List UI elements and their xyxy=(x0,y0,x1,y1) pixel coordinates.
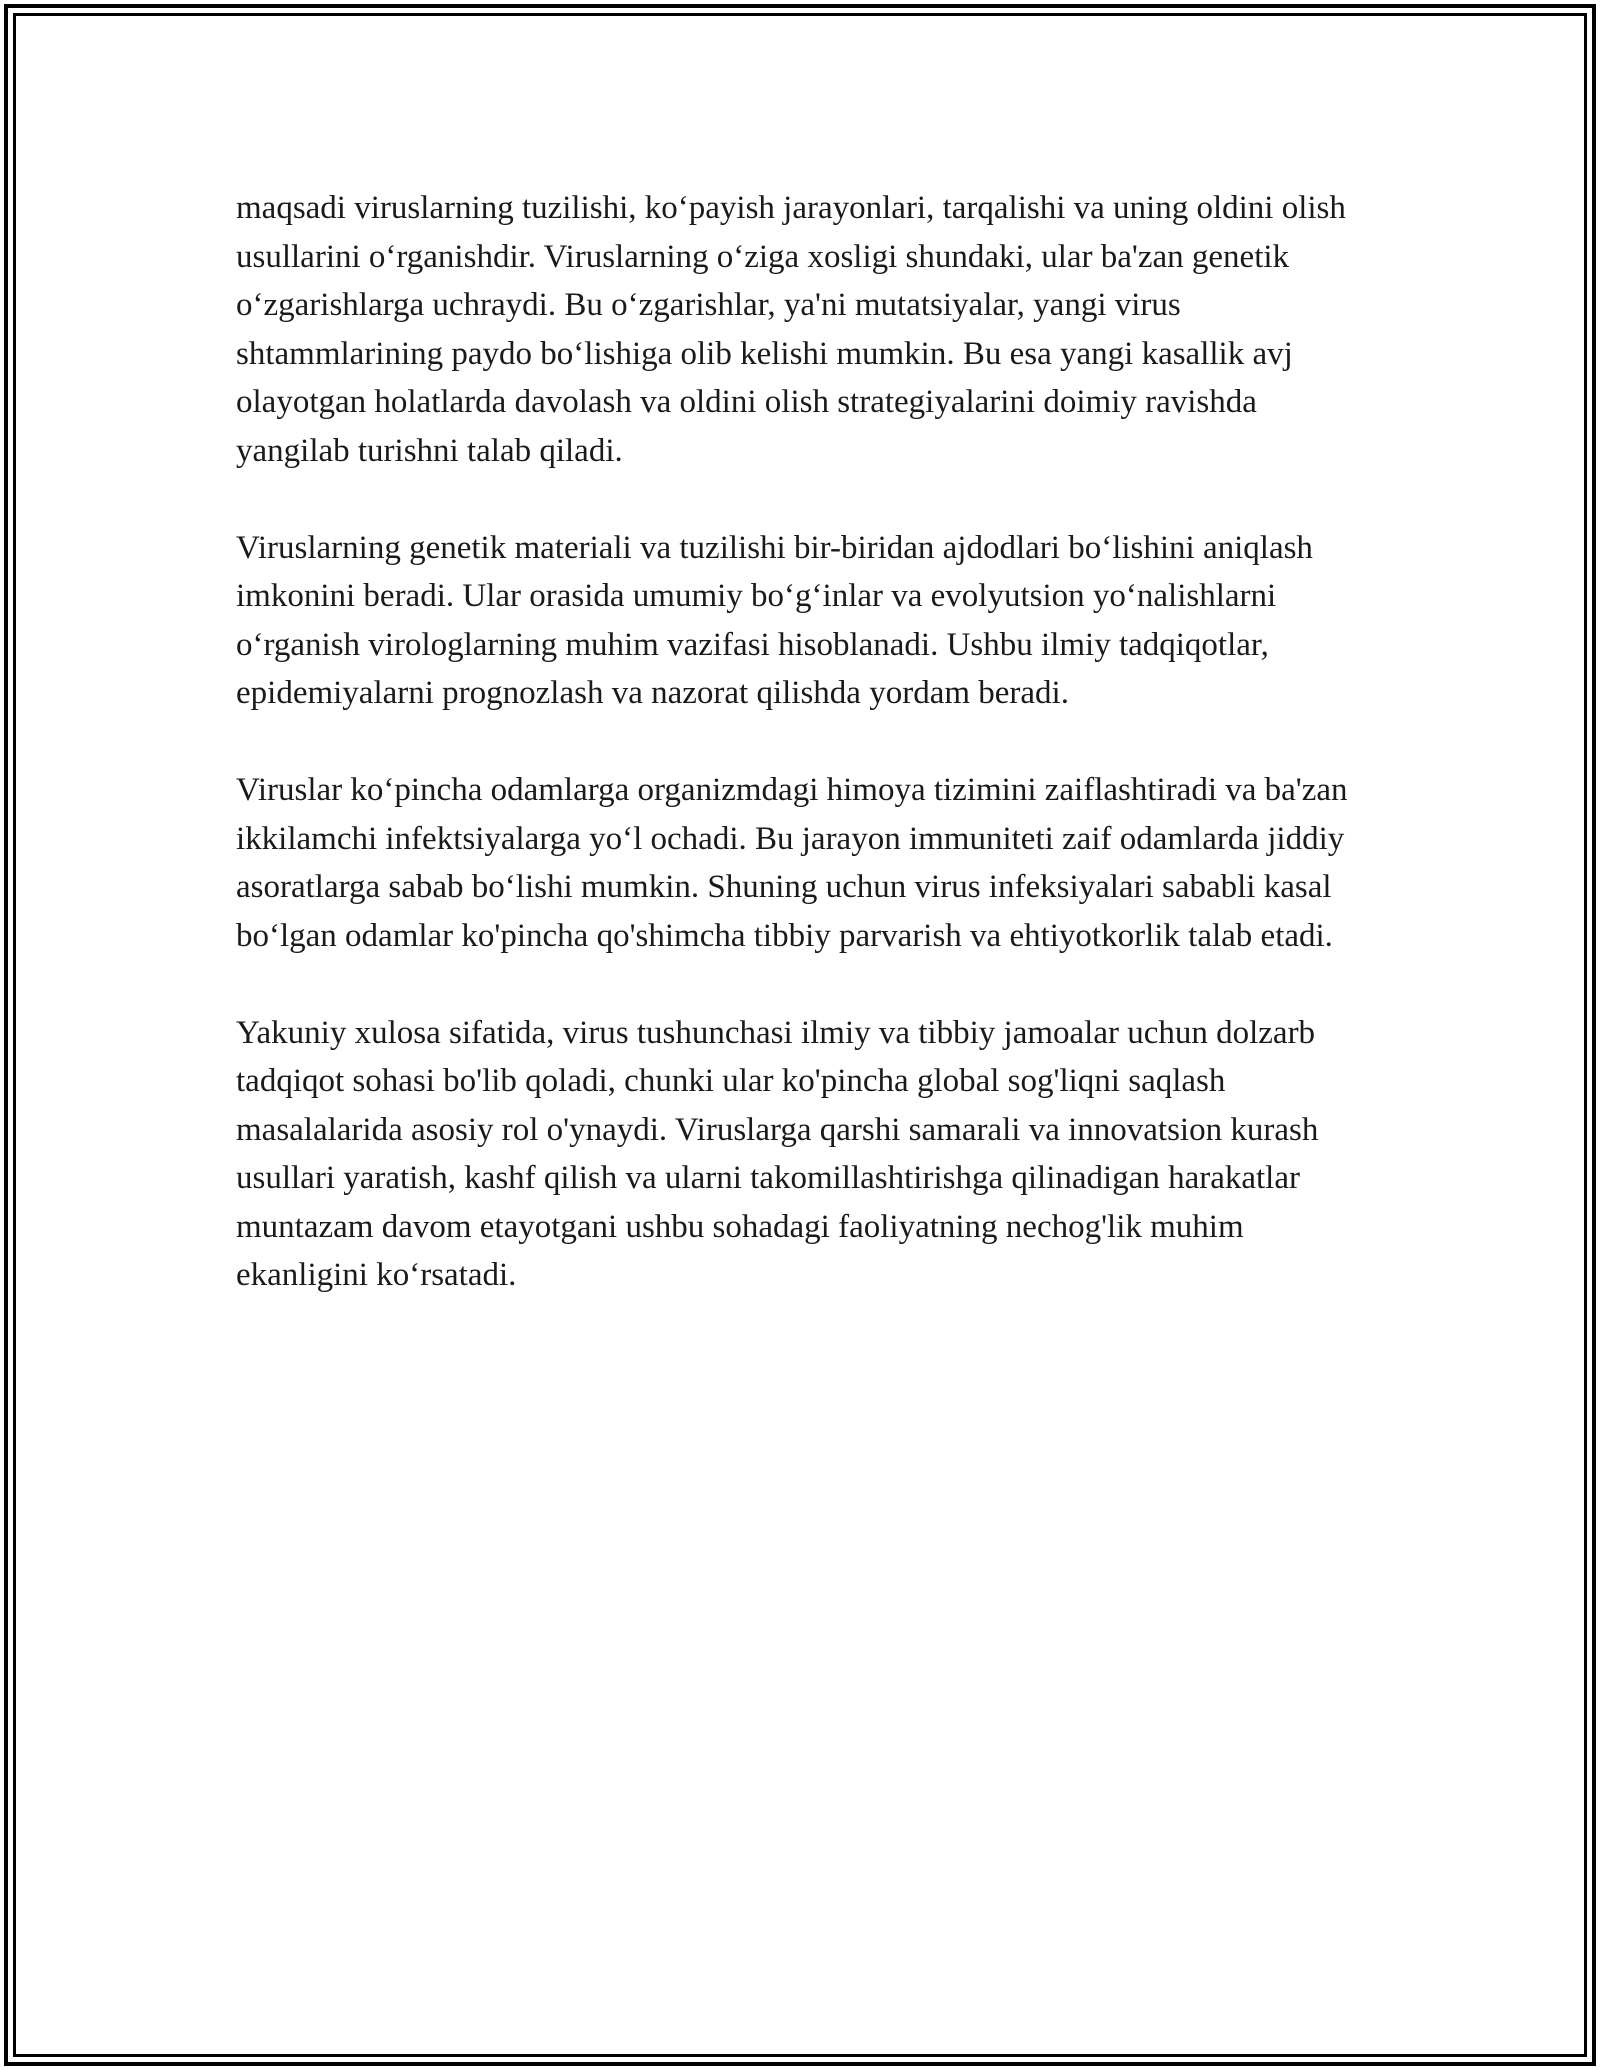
paragraph-4: Yakuniy xulosa sifatida, virus tushunchasi ilmiy va tibbiy jamoalar uchun dolzarb tadqiqot sohasi bo'lib qoladi, chunki ular ko'pincha global sog'liqni saqlash masalalarida asosiy rol o'ynaydi. Viruslarga qarshi samarali va innovatsion kurash usullari yaratish, kashf qilish va ularni takomillashtirishga qilinadigan harakatlar muntazam davom etayotgani ushbu sohadagi faoliyatning nechog'lik muhim ekanligini koʻrsatadi. xyxy=(236,1014,1319,1293)
document-body xyxy=(236,184,1366,1300)
paragraph-2: Viruslarning genetik materiali va tuzilishi bir-biridan ajdodlari boʻlishini aniqlash imkonini beradi. Ular orasida umumiy boʻgʻinlar va evolyutsion yoʻnalishlarni oʻrganish virologlarning muhim vazifasi hisoblanadi. Ushbu ilmiy tadqiqotlar, epidemiyalarni prognozlash va nazorat qilishda yordam beradi. xyxy=(236,529,1313,711)
paragraph-3: Viruslar koʻpincha odamlarga organizmdagi himoya tizimini zaiflashtiradi va ba'zan ikkilamchi infektsiyalarga yoʻl ochadi. Bu jarayon immuniteti zaif odamlarda jiddiy asoratlarga sabab boʻlishi mumkin. Shuning uchun virus infeksiyalari sababli kasal boʻlgan odamlar ko'pincha qo'shimcha tibbiy parvarish va ehtiyotkorlik talab etadi. xyxy=(236,772,1348,954)
paragraph-1: maqsadi viruslarning tuzilishi, koʻpayish jarayonlari, tarqalishi va uning oldini olish usullarini oʻrganishdir. Viruslarning oʻziga xosligi shundaki, ular ba'zan genetik oʻzgarishlarga uchraydi. Bu oʻzgarishlar, ya'ni mutatsiyalar, yangi virus shtammlarining paydo boʻlishiga olib kelishi mumkin. Bu esa yangi kasallik avj olayotgan holatlarda davolash va oldini olish strategiyalarini doimiy ravishda yangilab turishni talab qiladi. xyxy=(236,190,1346,469)
